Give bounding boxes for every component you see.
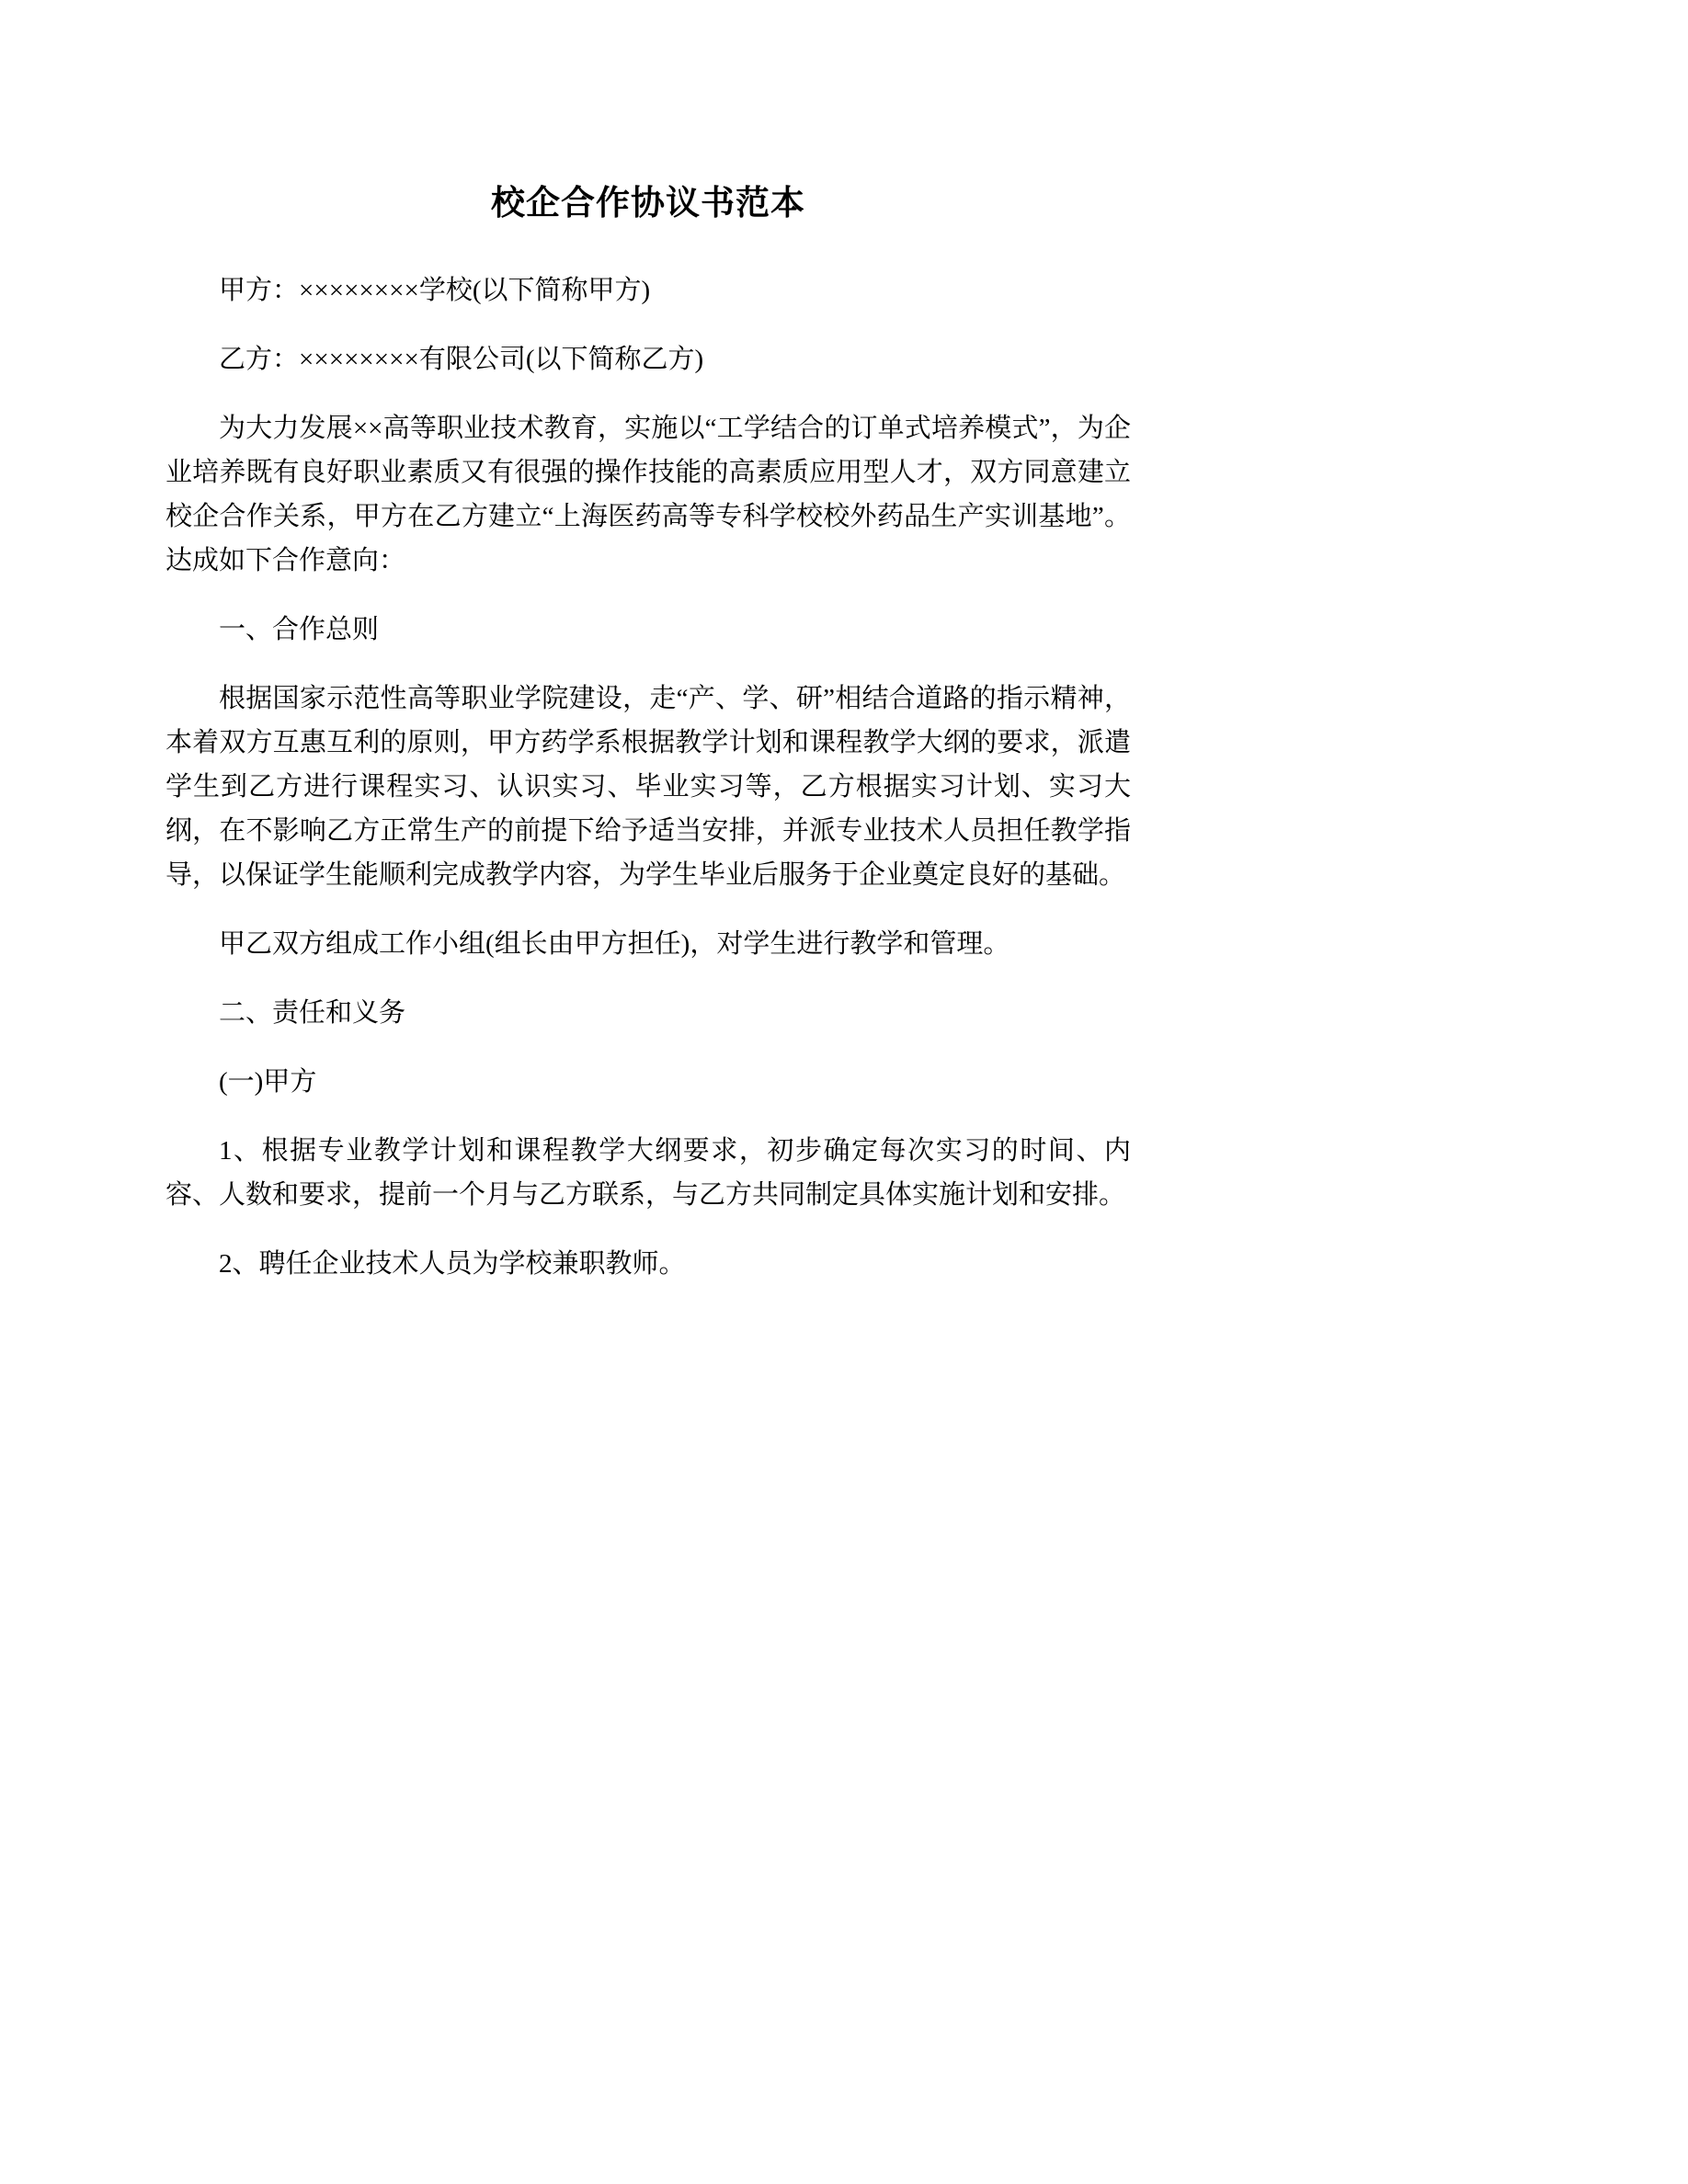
intro-paragraph: 为大力发展××高等职业技术教育，实施以“工学结合的订单式培养模式”，为企业培养既有良好职业素质又有很强的操作技能的高素质应用型人才，双方同意建立校企合作关系，甲方在乙方建立“上海医药高等专科学校校外药品生产实训基地”。达成如下合作意向： [165, 414, 1131, 575]
party-a-item-2-paragraph: 2、聘任企业技术人员为学校兼职教师。 [219, 1249, 686, 1279]
workgroup-paragraph: 甲乙双方组成工作小组(组长由甲方担任)，对学生进行教学和管理。 [219, 929, 1010, 959]
document-title: 校企合作协议书范本 [491, 185, 805, 222]
section-1-heading: 一、合作总则 [219, 615, 380, 644]
section-2-heading: 二、责任和义务 [219, 998, 406, 1028]
document-content [165, 180, 1131, 1311]
party-a-item-1-paragraph: 1、根据专业教学计划和课程教学大纲要求，初步确定每次实习的时间、内容、人数和要求，提前一个月与乙方联系，与乙方共同制定具体实施计划和安排。 [165, 1136, 1131, 1210]
section-1-body-paragraph: 根据国家示范性高等职业学院建设，走“产、学、研”相结合道路的指示精神，本着双方互惠互利的原则，甲方药学系根据教学计划和课程教学大纲的要求，派遣学生到乙方进行课程实习、认识实习、毕业实习等，乙方根据实习计划、实习大纲，在不影响乙方正常生产的前提下给予适当安排，并派专业技术人员担任教学指导，以保证学生能顺利完成教学内容，为学生毕业后服务于企业奠定良好的基础。 [165, 684, 1131, 890]
party-a-line: 甲方：××××××××学校(以下简称甲方) [219, 276, 651, 305]
party-b-line: 乙方：××××××××有限公司(以下简称乙方) [219, 345, 704, 374]
subsection-party-a-heading: (一)甲方 [219, 1067, 317, 1097]
